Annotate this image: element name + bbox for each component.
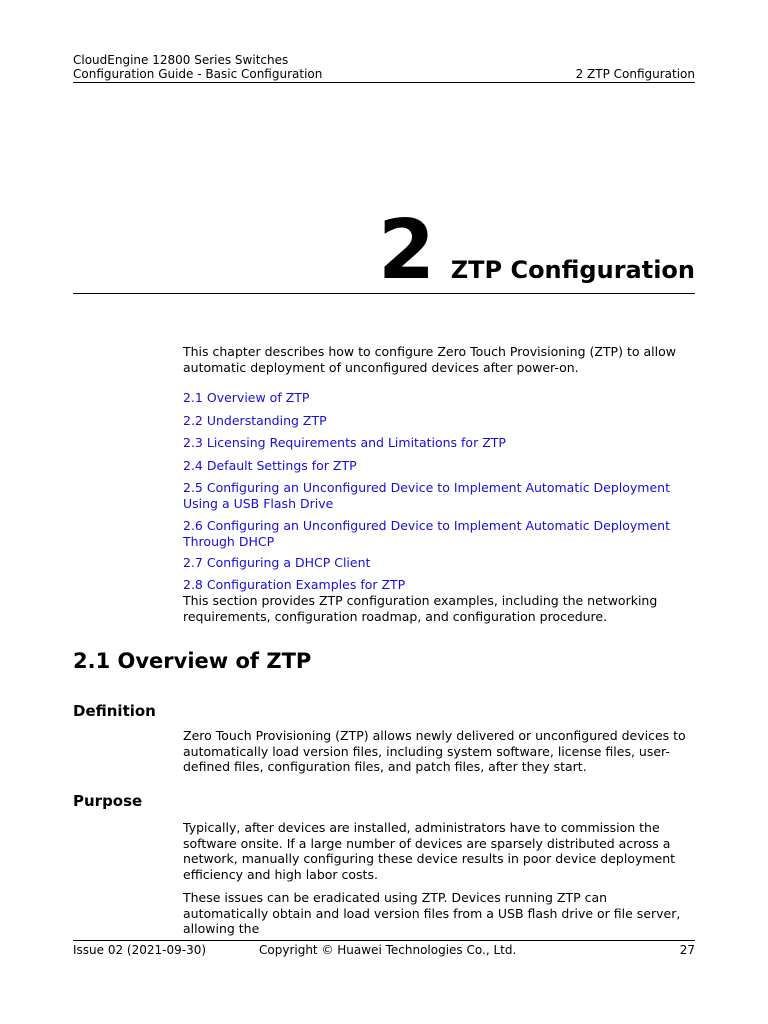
header-divider (73, 82, 695, 83)
footer-page-number: 27 (679, 943, 695, 957)
purpose-heading: Purpose (73, 792, 143, 810)
toc-2-8-description: This section provides ZTP configuration examples, including the networking requirements, configuration roadmap, and configuration procedure. (183, 593, 658, 624)
toc-link-2-2[interactable]: 2.2 Understanding ZTP (183, 413, 327, 428)
footer-issue: Issue 02 (2021-09-30) (73, 943, 207, 957)
header-product: CloudEngine 12800 Series Switches (73, 53, 289, 67)
chapter-title: ZTP Configuration (450, 256, 695, 284)
footer-divider (73, 940, 695, 941)
toc-link-2-5[interactable]: 2.5 Configuring an Unconfigured Device to Implement Automatic Deployment Using a USB Flash Drive (183, 480, 670, 511)
section-title: 2.1 Overview of ZTP (73, 649, 312, 673)
toc-link-2-7[interactable]: 2.7 Configuring a DHCP Client (183, 555, 371, 570)
toc-link-2-1[interactable]: 2.1 Overview of ZTP (183, 390, 310, 405)
chapter-divider (73, 293, 695, 294)
chapter-intro: This chapter describes how to configure Zero Touch Provisioning (ZTP) to allow automatic deployment of unconfigured devices after power-on. (183, 344, 676, 375)
toc-link-2-6[interactable]: 2.6 Configuring an Unconfigured Device to Implement Automatic Deployment Through DHCP (183, 518, 670, 549)
toc-link-2-3[interactable]: 2.3 Licensing Requirements and Limitations for ZTP (183, 435, 506, 450)
toc-link-2-8[interactable]: 2.8 Configuration Examples for ZTP (183, 577, 406, 592)
purpose-paragraph-1: Typically, after devices are installed, administrators have to commission the software onsite. If a large number of devices are sparsely distributed across a network, manually configuring these device results in poor device deployment efficiency and high labor costs. (183, 820, 676, 882)
footer-copyright: Copyright © Huawei Technologies Co., Ltd. (259, 943, 517, 957)
definition-text: Zero Touch Provisioning (ZTP) allows newly delivered or unconfigured devices to automatically load version files, including system software, license files, user-defined files, configuration files, and patch files, after they start. (183, 728, 686, 774)
purpose-paragraph-2: These issues can be eradicated using ZTP. Devices running ZTP can automatically obtain and load version files from a USB flash drive or file server, allowing the (183, 890, 681, 936)
toc-link-2-4[interactable]: 2.4 Default Settings for ZTP (183, 458, 357, 473)
header-guide: Configuration Guide - Basic Configuration (73, 67, 323, 81)
header-section: 2 ZTP Configuration (575, 67, 695, 81)
definition-heading: Definition (73, 702, 156, 720)
chapter-number: 2 (377, 203, 433, 298)
